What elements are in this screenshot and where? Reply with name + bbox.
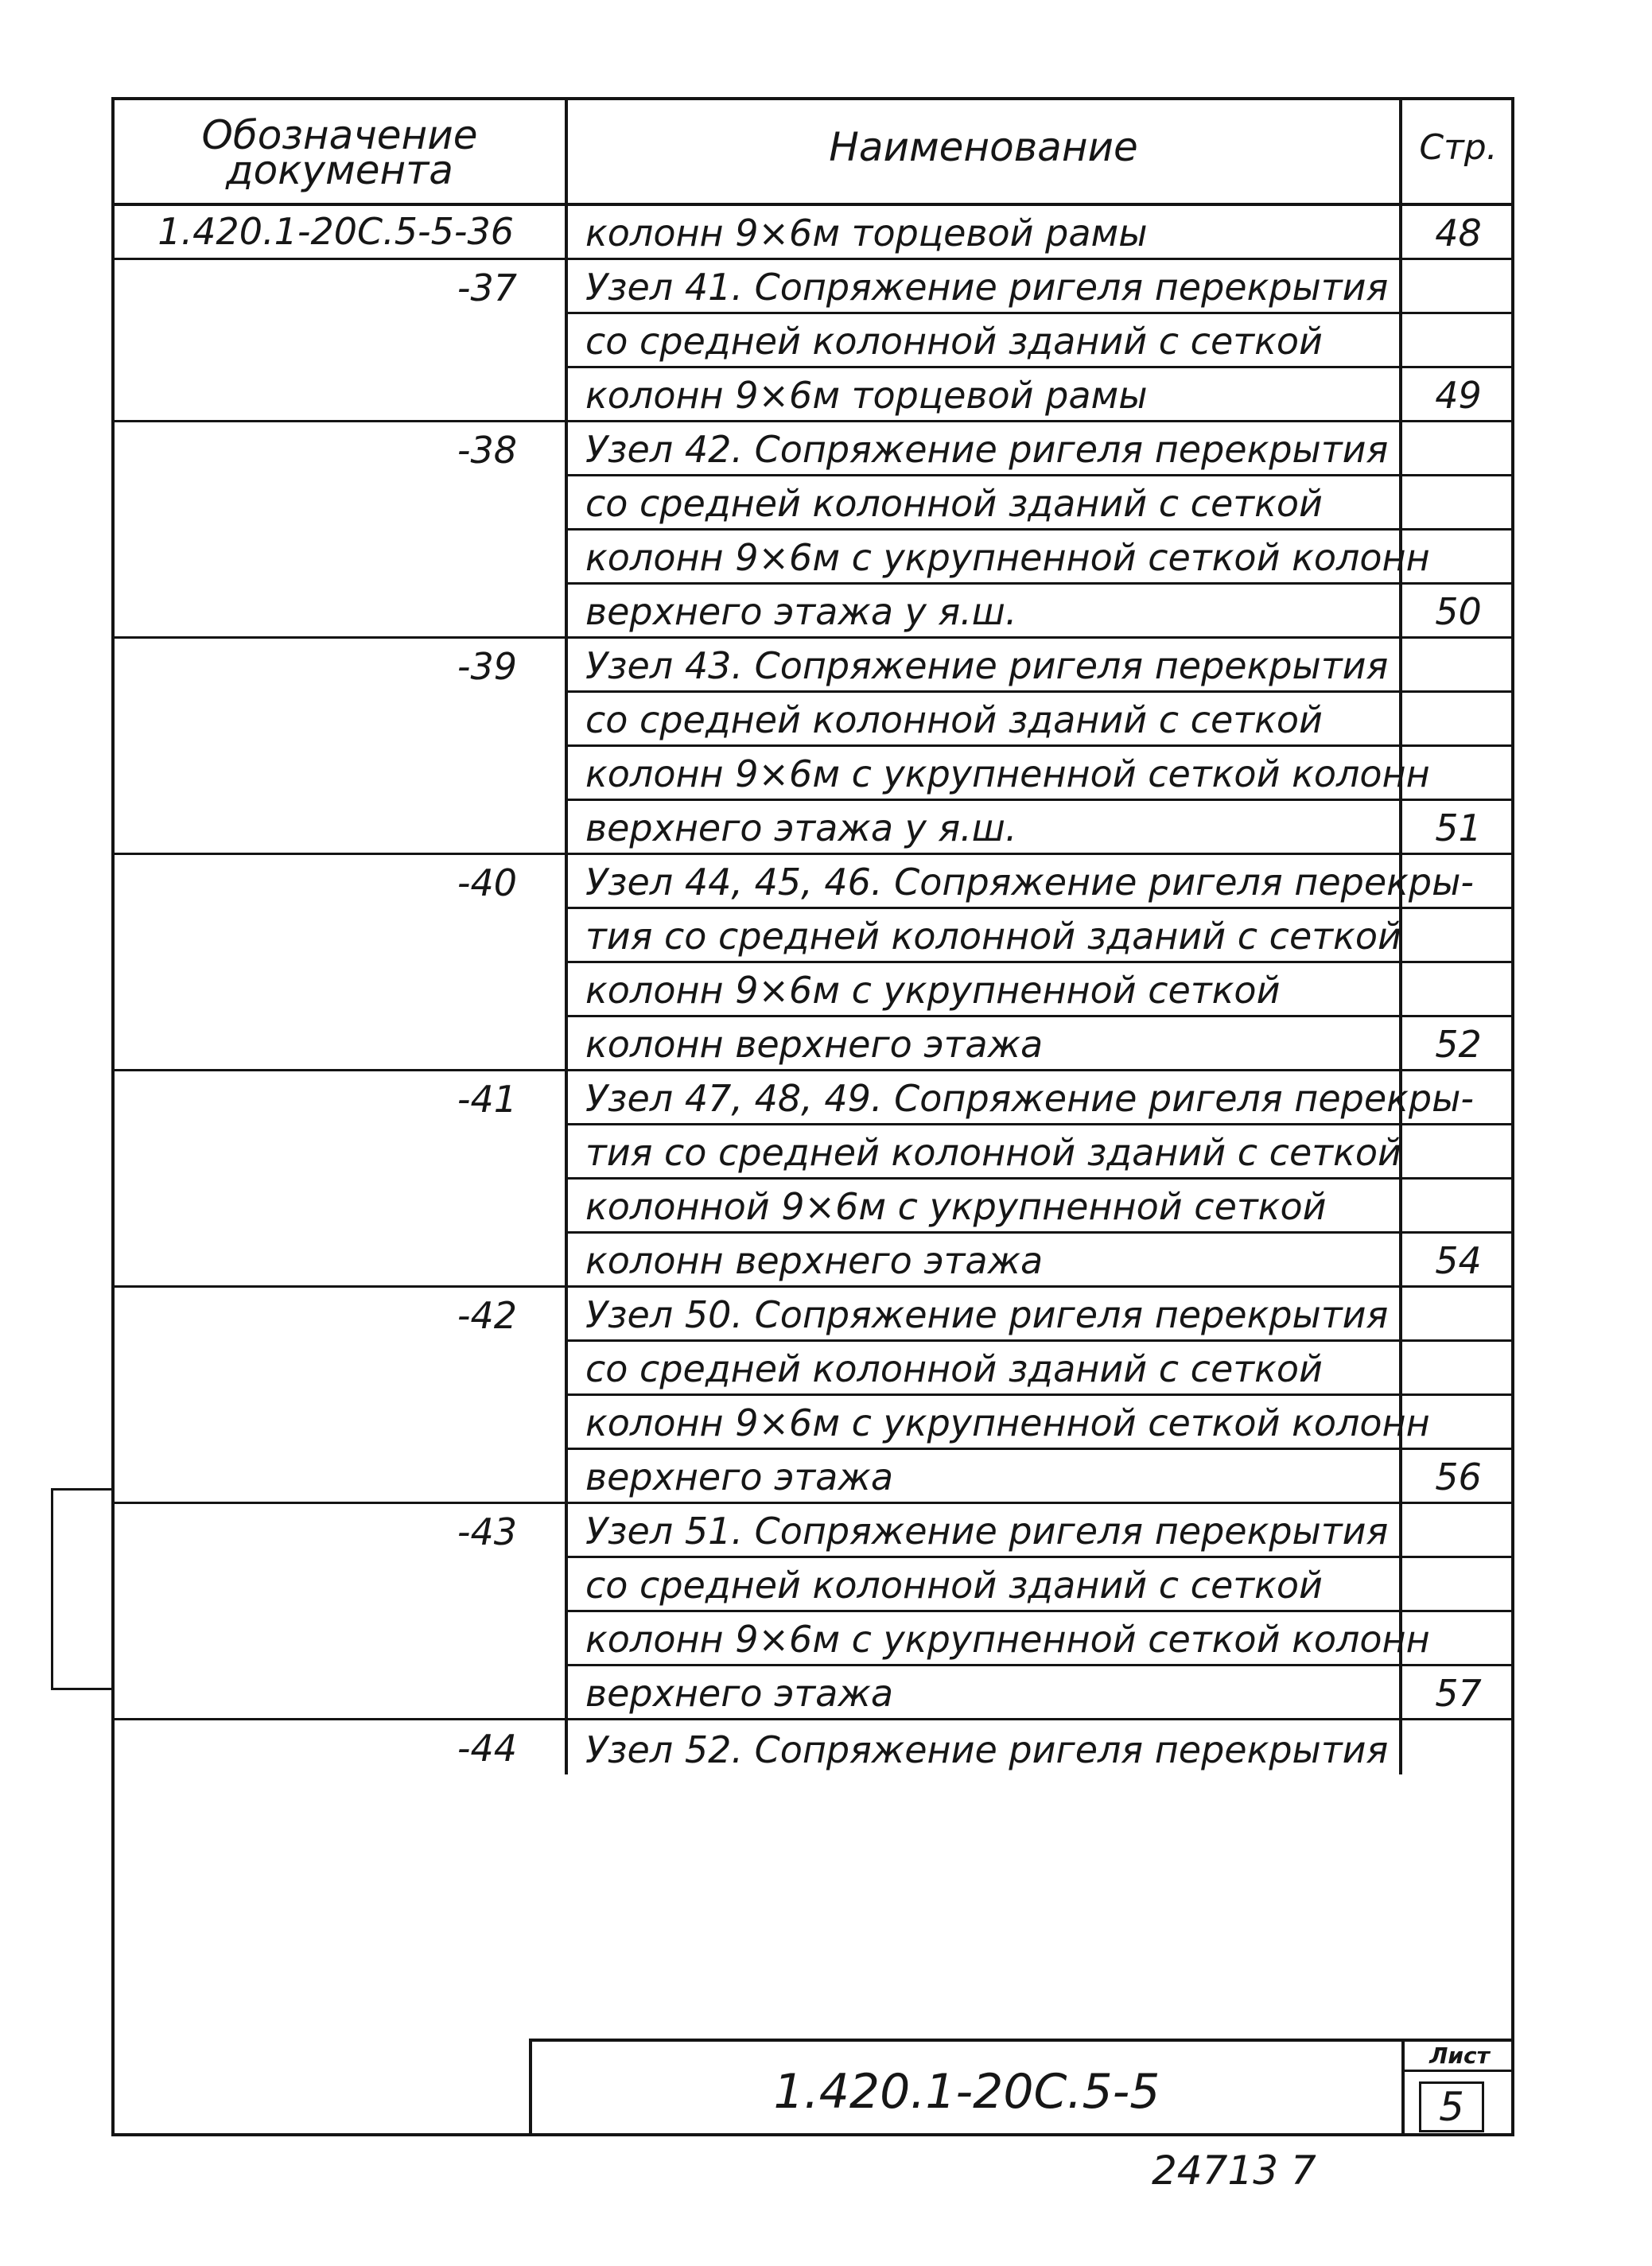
designation-cell: [115, 747, 568, 801]
name-cell: [568, 531, 1430, 585]
designation-cell: [115, 639, 568, 693]
name-text: тия со средней колонной зданий с сеткой: [585, 915, 1401, 958]
designation-cell: [115, 585, 568, 639]
header-name-cell: [568, 100, 1402, 203]
table-row: [115, 585, 1514, 639]
name-cell: [568, 693, 1402, 747]
name-text: Узел 43. Сопряжение ригеля перекрытия: [585, 644, 1389, 687]
page-cell: [1402, 801, 1514, 855]
name-cell: [568, 1720, 1402, 1774]
name-text: Узел 42. Сопряжение ригеля перекрытия: [585, 428, 1389, 471]
designation-cell: [115, 693, 568, 747]
designation-text: -43: [457, 1510, 517, 1553]
page-cell: [1402, 963, 1514, 1017]
table-row: [115, 801, 1514, 855]
header-page-cell: [1402, 100, 1514, 203]
table-row: [115, 693, 1514, 747]
page-cell: [1402, 747, 1514, 801]
page-number: 54: [1435, 1239, 1482, 1282]
name-cell: [568, 1450, 1402, 1504]
page-cell: [1402, 1288, 1514, 1342]
table-row: [115, 1612, 1514, 1666]
table-row: [115, 1342, 1514, 1396]
designation-cell: [115, 1342, 568, 1396]
name-cell: [568, 206, 1402, 260]
page-cell: [1402, 1558, 1514, 1612]
name-cell: [568, 801, 1402, 855]
name-cell: [568, 963, 1402, 1017]
designation-cell: [115, 1180, 568, 1234]
table-row: [115, 909, 1514, 963]
designation-text: -42: [457, 1294, 517, 1337]
designation-cell: [115, 206, 568, 260]
page-cell: [1402, 368, 1514, 422]
table-row: [115, 1558, 1514, 1612]
title-block: [529, 2039, 1514, 2136]
name-cell: [568, 855, 1475, 909]
table-row: [115, 422, 1514, 476]
title-block-code-cell: [532, 2042, 1405, 2136]
document-code: 1.420.1-20С.5-5: [773, 2064, 1160, 2120]
table-row: [115, 1234, 1514, 1288]
designation-cell: [115, 1396, 568, 1450]
name-cell: [568, 1612, 1430, 1666]
table-row: [115, 1666, 1514, 1720]
name-text: со средней колонной зданий с сеткой: [585, 698, 1323, 741]
name-cell: [568, 1071, 1475, 1125]
name-text: Узел 41. Сопряжение ригеля перекрытия: [585, 266, 1389, 309]
name-cell: [568, 639, 1402, 693]
designation-cell: [115, 1071, 568, 1125]
page-cell: [1402, 422, 1514, 476]
designation-text: 1.420.1-20С.5-5-36: [157, 210, 514, 253]
name-cell: [568, 1342, 1402, 1396]
page-cell: [1402, 1504, 1514, 1558]
designation-cell: [115, 855, 568, 909]
designation-cell: [115, 260, 568, 314]
sheet-number-cell: [1405, 2042, 1514, 2136]
page-cell: [1402, 206, 1514, 260]
sheet-label: Лист: [1405, 2042, 1514, 2072]
table-row: [115, 1017, 1514, 1071]
name-text: колонн 9×6м с укрупненной сеткой колонн: [585, 1401, 1430, 1444]
page-cell: [1402, 1071, 1514, 1125]
table-row: [115, 1180, 1514, 1234]
page-cell: [1402, 1612, 1514, 1666]
table-row: [115, 1504, 1514, 1558]
table-row: [115, 639, 1514, 693]
header-designation: Обозначение документа: [201, 112, 478, 193]
page-cell: [1402, 1180, 1514, 1234]
name-cell: [568, 585, 1402, 639]
page-cell: [1402, 1666, 1514, 1720]
page-cell: [1402, 693, 1514, 747]
designation-cell: [115, 1504, 568, 1558]
designation-text: -40: [457, 861, 517, 904]
designation-cell: [115, 1017, 568, 1071]
name-cell: [568, 1288, 1402, 1342]
designation-cell: [115, 368, 568, 422]
name-text: Узел 47, 48, 49. Сопряжение ригеля перекры-: [585, 1077, 1475, 1120]
name-text: колонн верхнего этажа: [585, 1239, 1044, 1282]
designation-text: -41: [457, 1078, 517, 1121]
designation-cell: [115, 1720, 568, 1774]
page-cell: [1402, 855, 1514, 909]
page-number: 50: [1435, 590, 1482, 633]
name-cell: [568, 1180, 1402, 1234]
table-row: [115, 260, 1514, 314]
page-cell: [1402, 639, 1514, 693]
name-cell: [568, 368, 1402, 422]
page-cell: [1402, 476, 1514, 531]
name-text: колонной 9×6м с укрупненной сеткой: [585, 1185, 1327, 1228]
name-text: Узел 50. Сопряжение ригеля перекрытия: [585, 1293, 1389, 1336]
page-number: 49: [1435, 374, 1482, 417]
name-text: верхнего этажа: [585, 1456, 894, 1498]
header-page: Стр.: [1419, 127, 1498, 168]
designation-cell: [115, 909, 568, 963]
designation-cell: [115, 1125, 568, 1180]
designation-cell: [115, 422, 568, 476]
header-designation-cell: [115, 100, 568, 203]
name-text: Узел 44, 45, 46. Сопряжение ригеля перекры-: [585, 861, 1475, 904]
name-cell: [568, 1017, 1402, 1071]
name-text: верхнего этажа у я.ш.: [585, 807, 1017, 849]
designation-cell: [115, 314, 568, 368]
name-text: тия со средней колонной зданий с сеткой: [585, 1131, 1401, 1174]
name-text: со средней колонной зданий с сеткой: [585, 1564, 1323, 1607]
table-header: [115, 100, 1514, 206]
designation-cell: [115, 1558, 568, 1612]
name-text: колонн 9×6м с укрупненной сеткой колонн: [585, 752, 1430, 795]
page-number: 51: [1435, 807, 1482, 849]
designation-cell: [115, 963, 568, 1017]
page-cell: [1402, 1125, 1514, 1180]
name-text: со средней колонной зданий с сеткой: [585, 320, 1323, 363]
designation-text: -38: [457, 429, 517, 472]
name-text: колонн 9×6м с укрупненной сеткой колонн: [585, 536, 1430, 579]
header-name: Наименование: [829, 124, 1138, 170]
table-row: [115, 1720, 1514, 1774]
table-row: [115, 855, 1514, 909]
table-row: [115, 314, 1514, 368]
name-text: колонн 9×6м с укрупненной сеткой: [585, 969, 1281, 1012]
table-row: [115, 531, 1514, 585]
name-cell: [568, 1504, 1402, 1558]
designation-cell: [115, 1612, 568, 1666]
footer-number: 24713 7: [1152, 2147, 1316, 2194]
margin-bracket: [51, 1488, 111, 1690]
designation-cell: [115, 801, 568, 855]
page-number: 52: [1435, 1023, 1482, 1066]
page-cell: [1402, 1234, 1514, 1288]
name-cell: [568, 1666, 1402, 1720]
name-cell: [568, 909, 1402, 963]
page-number: 56: [1435, 1456, 1482, 1498]
page-cell: [1402, 1396, 1514, 1450]
name-cell: [568, 747, 1430, 801]
table-row: [115, 1396, 1514, 1450]
page-cell: [1402, 1720, 1514, 1774]
page-cell: [1402, 314, 1514, 368]
designation-cell: [115, 1666, 568, 1720]
name-text: верхнего этажа у я.ш.: [585, 590, 1017, 633]
name-text: со средней колонной зданий с сеткой: [585, 1347, 1323, 1390]
name-cell: [568, 314, 1402, 368]
table-row: [115, 476, 1514, 531]
name-text: колонн 9×6м торцевой рамы: [585, 212, 1148, 255]
page-cell: [1402, 909, 1514, 963]
designation-text: -44: [457, 1727, 517, 1770]
page-number: 48: [1435, 212, 1482, 255]
name-cell: [568, 1396, 1430, 1450]
designation-cell: [115, 531, 568, 585]
page-cell: [1402, 531, 1514, 585]
table-row: [115, 747, 1514, 801]
name-text: со средней колонной зданий с сеткой: [585, 482, 1323, 525]
name-text: колонн верхнего этажа: [585, 1023, 1044, 1066]
name-cell: [568, 422, 1402, 476]
name-text: Узел 52. Сопряжение ригеля перекрытия: [585, 1728, 1389, 1771]
drawing-sheet: [111, 97, 1514, 2136]
designation-text: -37: [457, 266, 517, 309]
name-cell: [568, 1558, 1402, 1612]
page-cell: [1402, 585, 1514, 639]
page-number: 57: [1435, 1672, 1482, 1715]
page-cell: [1402, 1017, 1514, 1071]
contents-table: [115, 100, 1514, 1774]
table-row: [115, 1125, 1514, 1180]
table-body: [115, 206, 1514, 1774]
table-row: [115, 963, 1514, 1017]
name-cell: [568, 1234, 1402, 1288]
designation-cell: [115, 1288, 568, 1342]
name-cell: [568, 1125, 1402, 1180]
designation-cell: [115, 1450, 568, 1504]
page-cell: [1402, 1342, 1514, 1396]
name-text: Узел 51. Сопряжение ригеля перекрытия: [585, 1510, 1389, 1553]
designation-cell: [115, 1234, 568, 1288]
page-cell: [1402, 260, 1514, 314]
table-row: [115, 368, 1514, 422]
name-text: верхнего этажа: [585, 1672, 894, 1715]
page-cell: [1402, 1450, 1514, 1504]
name-cell: [568, 260, 1402, 314]
table-row: [115, 1450, 1514, 1504]
table-row: [115, 1288, 1514, 1342]
table-row: [115, 206, 1514, 260]
designation-text: -39: [457, 645, 517, 688]
table-row: [115, 1071, 1514, 1125]
designation-cell: [115, 476, 568, 531]
sheet-number: 5: [1419, 2081, 1484, 2132]
name-cell: [568, 476, 1402, 531]
name-text: колонн 9×6м торцевой рамы: [585, 374, 1148, 417]
name-text: колонн 9×6м с укрупненной сеткой колонн: [585, 1618, 1430, 1661]
